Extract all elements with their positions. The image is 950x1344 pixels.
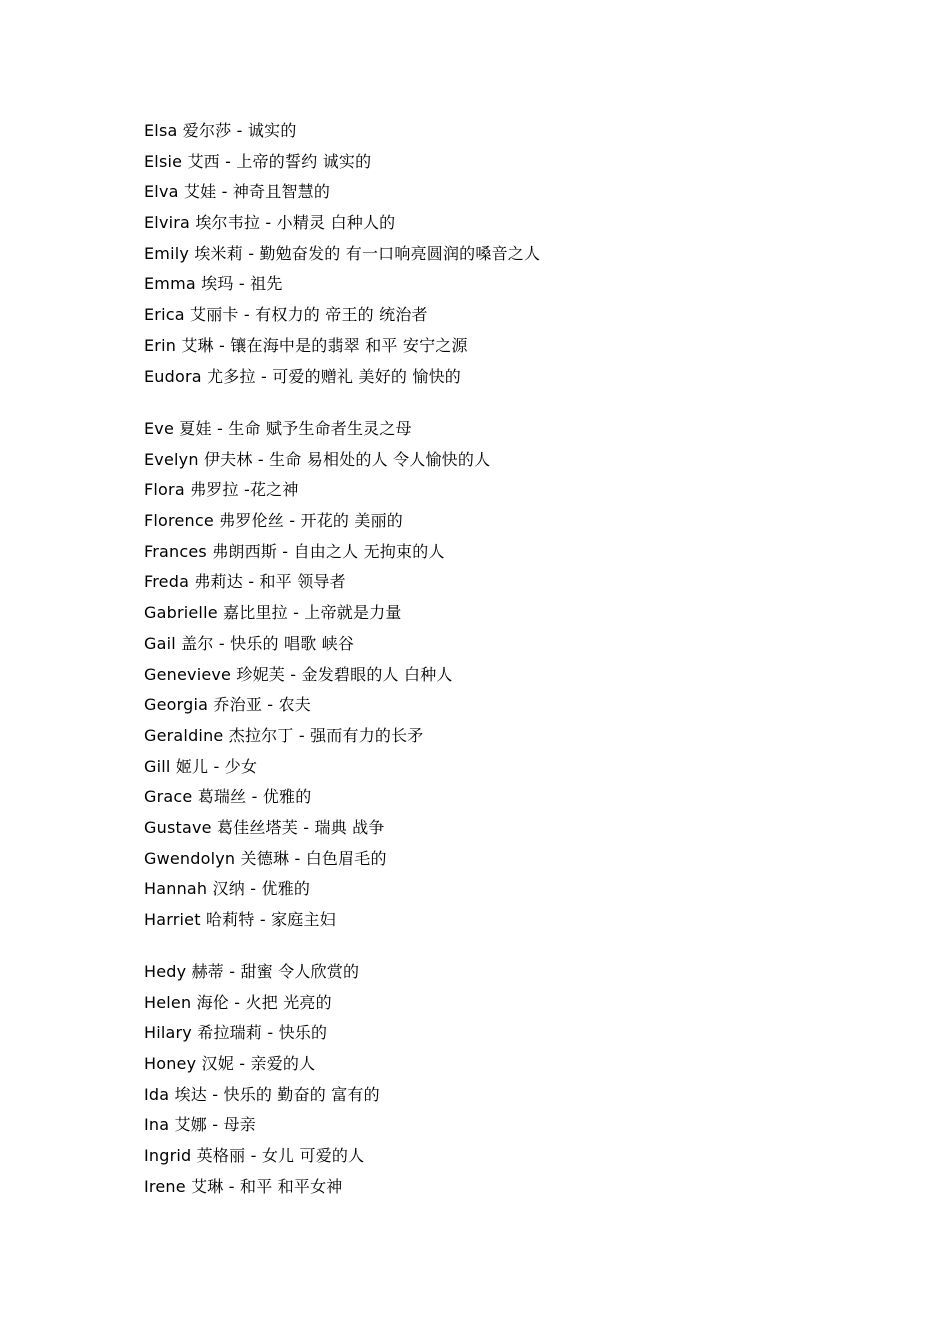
list-item: Emily 埃米莉 - 勤勉奋发的 有一口响亮圆润的嗓音之人 — [144, 243, 541, 263]
list-item: Eve 夏娃 - 生命 赋予生命者生灵之母 — [144, 419, 412, 438]
list-item: Elsa 爱尔莎 - 诚实的 — [144, 121, 297, 140]
name-list-group-3 — [144, 957, 380, 1203]
list-item: Gwendolyn 关德琳 - 白色眉毛的 — [144, 848, 387, 868]
list-item: Ingrid 英格丽 - 女儿 可爱的人 — [144, 1146, 365, 1166]
list-item: Gail 盖尔 - 快乐的 唱歌 峡谷 — [144, 633, 355, 653]
list-item: Eudora 尤多拉 - 可爱的赠礼 美好的 愉快的 — [144, 366, 461, 386]
list-item: Emma 埃玛 - 祖先 — [144, 274, 283, 294]
list-item: Elsie 艾西 - 上帝的誓约 诚实的 — [144, 151, 372, 171]
list-item: Irene 艾琳 - 和平 和平女神 — [144, 1176, 343, 1196]
list-item: Gabrielle 嘉比里拉 - 上帝就是力量 — [144, 603, 402, 623]
list-item: Hedy 赫蒂 - 甜蜜 令人欣赏的 — [144, 962, 360, 981]
list-item: Erica 艾丽卡 - 有权力的 帝王的 统治者 — [144, 305, 428, 325]
list-item: Helen 海伦 - 火把 光亮的 — [144, 992, 332, 1012]
list-item: Evelyn 伊夫林 - 生命 易相处的人 令人愉快的人 — [144, 449, 491, 469]
list-item: Florence 弗罗伦丝 - 开花的 美丽的 — [144, 511, 404, 531]
name-list-group-2 — [144, 414, 490, 936]
list-item: Hannah 汉纳 - 优雅的 — [144, 879, 311, 899]
list-item: Gill 姬儿 - 少女 — [144, 756, 258, 776]
list-item: Frances 弗朗西斯 - 自由之人 无拘束的人 — [144, 541, 445, 561]
list-item: Honey 汉妮 - 亲爱的人 — [144, 1054, 316, 1074]
list-item: Ina 艾娜 - 母亲 — [144, 1115, 256, 1135]
list-item: Freda 弗莉达 - 和平 领导者 — [144, 572, 346, 592]
list-item: Harriet 哈莉特 - 家庭主妇 — [144, 910, 336, 929]
list-item: Georgia 乔治亚 - 农夫 — [144, 695, 311, 715]
list-item: Flora 弗罗拉 -花之神 — [144, 480, 299, 500]
list-item: Geraldine 杰拉尔丁 - 强而有力的长矛 — [144, 725, 424, 745]
list-item: Ida 埃达 - 快乐的 勤奋的 富有的 — [144, 1084, 380, 1104]
list-item: Gustave 葛佳丝塔芙 - 瑞典 战争 — [144, 817, 385, 837]
list-item: Genevieve 珍妮芙 - 金发碧眼的人 白种人 — [144, 664, 453, 684]
name-list-group-1 — [144, 116, 540, 392]
list-item: Elvira 埃尔韦拉 - 小精灵 白种人的 — [144, 213, 396, 233]
list-item: Elva 艾娃 - 神奇且智慧的 — [144, 182, 331, 202]
list-item: Grace 葛瑞丝 - 优雅的 — [144, 787, 312, 807]
list-item: Erin 艾琳 - 镶在海中是的翡翠 和平 安宁之源 — [144, 335, 468, 355]
list-item: Hilary 希拉瑞莉 - 快乐的 — [144, 1023, 328, 1043]
